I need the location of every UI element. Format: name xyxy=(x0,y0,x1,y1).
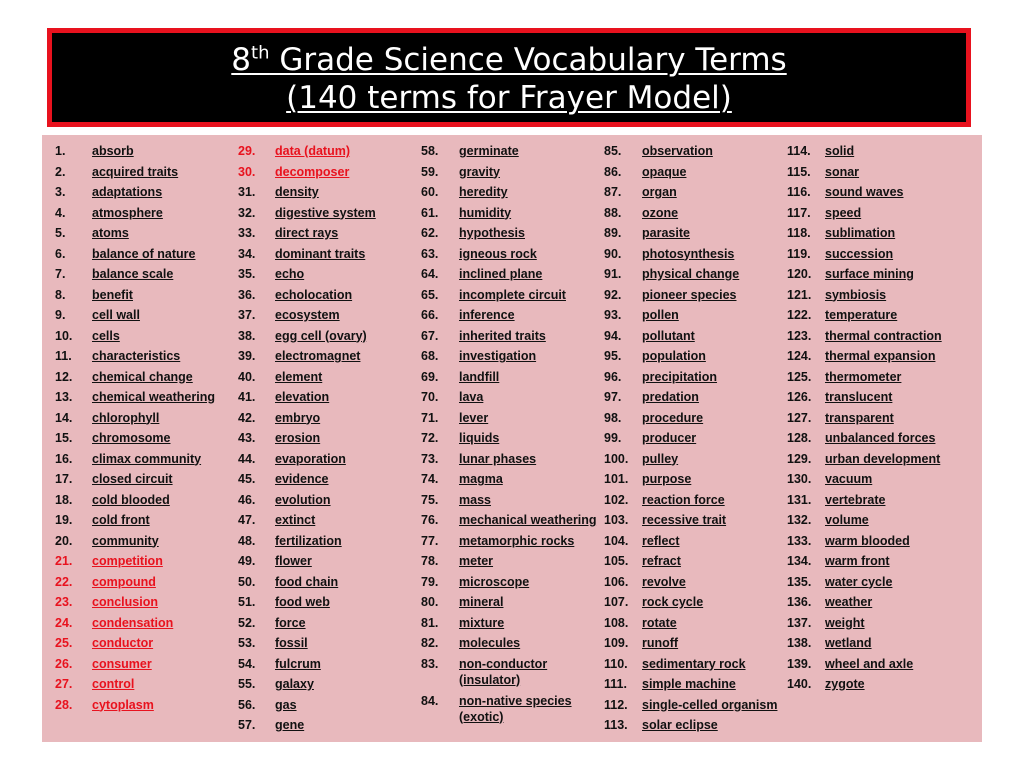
vocab-term-link[interactable]: fulcrum xyxy=(275,656,321,671)
vocab-item-number: 28. xyxy=(55,697,73,712)
vocab-term-link[interactable]: acquired traits xyxy=(92,164,179,179)
vocab-term-link[interactable]: thermometer xyxy=(825,369,902,384)
vocab-term-link[interactable]: dominant traits xyxy=(275,246,366,261)
vocab-item-number: 58. xyxy=(421,144,439,158)
vocab-item-number: 55. xyxy=(238,677,256,691)
vocab-item-number: 72. xyxy=(421,431,439,445)
vocab-term-link[interactable]: solar eclipse xyxy=(642,718,718,732)
vocab-term-link[interactable]: evolution xyxy=(275,492,331,507)
vocab-item-number: 124. xyxy=(787,349,812,363)
vocab-item-number: 133. xyxy=(787,533,812,548)
vocab-term-link[interactable]: reflect xyxy=(642,533,680,548)
vocab-item-number: 5. xyxy=(55,226,66,240)
vocab-term-link[interactable]: sound waves xyxy=(825,185,904,199)
vocab-term-link[interactable]: erosion xyxy=(275,431,321,445)
vocab-item-number: 80. xyxy=(421,595,439,609)
vocab-term-link[interactable]: igneous rock xyxy=(459,246,537,261)
vocab-term-link[interactable]: solid xyxy=(825,144,855,158)
vocab-term-link[interactable]: mixture xyxy=(459,615,505,630)
vocab-item-number: 115. xyxy=(787,164,811,179)
vocab-item-number: 44. xyxy=(238,451,256,466)
vocab-term-link[interactable]: surface mining xyxy=(825,267,914,281)
vocab-term-link[interactable]: adaptations xyxy=(92,185,163,199)
vocab-item-number: 108. xyxy=(604,615,629,630)
vocab-term-link[interactable]: direct rays xyxy=(275,226,339,240)
vocab-term-link[interactable]: sonar xyxy=(825,164,860,179)
vocab-term-link[interactable]: closed circuit xyxy=(92,472,173,486)
vocab-term-link[interactable]: metamorphic rocks xyxy=(459,533,575,548)
vocab-term-link[interactable]: succession xyxy=(825,246,894,261)
vocab-item-number: 59. xyxy=(421,164,439,179)
vocab-term-link[interactable]: investigation xyxy=(459,349,537,363)
vocab-term-link[interactable]: refract xyxy=(642,554,681,568)
vocab-item-number: 93. xyxy=(604,308,622,322)
vocab-item-number: 38. xyxy=(238,328,256,343)
vocab-term-link[interactable]: inference xyxy=(459,308,515,322)
vocab-item-number: 20. xyxy=(55,533,73,548)
vocab-item-number: 7. xyxy=(55,267,66,281)
vocab-term-link[interactable]: decomposer xyxy=(275,164,350,179)
vocab-item-number: 79. xyxy=(421,574,439,589)
vocab-item-number: 116. xyxy=(787,185,811,199)
vocab-term-link[interactable]: recessive trait xyxy=(642,513,727,527)
vocab-term-link[interactable]: vacuum xyxy=(825,472,873,486)
vocab-term-link[interactable]: molecules xyxy=(459,636,521,650)
vocab-item-number: 31. xyxy=(238,185,256,199)
vocab-term-link[interactable]: population xyxy=(642,349,706,363)
vocab-term-link[interactable]: conclusion xyxy=(92,595,158,609)
vocab-item-number: 74. xyxy=(421,472,439,486)
vocab-term-link[interactable]: mechanical weathering xyxy=(459,513,597,527)
vocab-item-number: 21. xyxy=(55,554,73,568)
vocab-term-link[interactable]: opaque xyxy=(642,164,687,179)
vocab-term-link[interactable]: electromagnet xyxy=(275,349,361,363)
vocab-item-number: 24. xyxy=(55,615,73,630)
vocab-item-number: 16. xyxy=(55,451,73,466)
vocab-term-link[interactable]: water cycle xyxy=(825,574,893,589)
vocab-item-number: 8. xyxy=(55,287,66,302)
vocab-item-number: 81. xyxy=(421,615,439,630)
vocab-term-link[interactable]: cytoplasm xyxy=(92,697,154,712)
vocab-term-link[interactable]: cold blooded xyxy=(92,492,170,507)
vocab-item-number: 105. xyxy=(604,554,629,568)
vocab-term-link[interactable]: unbalanced forces xyxy=(825,431,936,445)
vocab-item-number: 10. xyxy=(55,328,73,343)
vocab-item-number: 23. xyxy=(55,595,73,609)
vocab-term-link[interactable]: photosynthesis xyxy=(642,246,735,261)
vocab-item-number: 110. xyxy=(604,656,628,671)
vocab-term-link[interactable]: microscope xyxy=(459,574,530,589)
vocab-item-number: 73. xyxy=(421,451,439,466)
vocab-term-link[interactable]: digestive system xyxy=(275,205,376,220)
vocab-item-number: 14. xyxy=(55,410,73,425)
vocab-term-link[interactable]: wetland xyxy=(825,636,872,650)
vocab-term-link[interactable]: warm blooded xyxy=(825,533,910,548)
vocab-item-number: 117. xyxy=(787,205,811,220)
vocab-term-link[interactable]: speed xyxy=(825,205,862,220)
vocab-item-number: 92. xyxy=(604,287,622,302)
vocab-item-number: 41. xyxy=(238,390,256,404)
vocab-item-number: 47. xyxy=(238,513,256,527)
vocab-term-link[interactable]: inherited traits xyxy=(459,328,546,343)
vocab-term-link[interactable]: non-native species (exotic) xyxy=(459,693,572,724)
vocab-item-number: 69. xyxy=(421,369,439,384)
title-grade-number: 8 xyxy=(231,42,252,78)
vocab-item-number: 19. xyxy=(55,513,73,527)
vocab-item-number: 35. xyxy=(238,267,256,281)
vocab-term-link[interactable]: flower xyxy=(275,554,312,568)
vocab-item-number: 75. xyxy=(421,492,439,507)
vocab-term-link[interactable]: egg cell (ovary) xyxy=(275,328,367,343)
vocab-term-link[interactable]: chemical weathering xyxy=(92,390,215,404)
vocab-term-link[interactable]: characteristics xyxy=(92,349,181,363)
vocab-item-number: 83. xyxy=(421,656,439,671)
vocab-term-link[interactable]: thermal contraction xyxy=(825,328,942,343)
vocabulary-list-panel xyxy=(42,135,982,742)
vocab-item-number: 132. xyxy=(787,513,812,527)
vocab-term-link[interactable]: compound xyxy=(92,574,156,589)
vocab-item-number: 138. xyxy=(787,636,812,650)
vocab-term-link[interactable]: cold front xyxy=(92,513,150,527)
vocab-term-link[interactable]: cells xyxy=(92,328,120,343)
vocab-item-number: 94. xyxy=(604,328,622,343)
vocab-item-number: 71. xyxy=(421,410,439,425)
vocab-term-link[interactable]: hypothesis xyxy=(459,226,525,240)
vocab-item-number: 90. xyxy=(604,246,622,261)
page-title xyxy=(52,41,966,79)
page-subtitle: (140 terms for Frayer Model) xyxy=(286,80,732,116)
vocab-item-number: 60. xyxy=(421,185,439,199)
vocab-item-number: 107. xyxy=(604,595,629,609)
vocab-item-number: 17. xyxy=(55,472,73,486)
vocab-term-link[interactable]: rock cycle xyxy=(642,595,704,609)
vocab-term-link[interactable]: physical change xyxy=(642,267,740,281)
vocab-item-number: 53. xyxy=(238,636,256,650)
vocab-term-link[interactable]: urban development xyxy=(825,451,941,466)
vocab-term-link[interactable]: benefit xyxy=(92,287,133,302)
vocab-term-link[interactable]: translucent xyxy=(825,390,893,404)
vocab-item-number: 91. xyxy=(604,267,622,281)
vocab-item-number: 63. xyxy=(421,246,439,261)
vocab-item-number: 52. xyxy=(238,615,256,630)
vocab-term-link[interactable]: pulley xyxy=(642,451,679,466)
vocab-item-number: 102. xyxy=(604,492,629,507)
vocab-item-number: 87. xyxy=(604,185,622,199)
vocab-item-number: 50. xyxy=(238,574,256,589)
vocab-item-number: 37. xyxy=(238,308,256,322)
vocab-item-number: 113. xyxy=(604,718,628,732)
vocab-term-link[interactable]: weight xyxy=(825,615,865,630)
vocab-term-link[interactable]: community xyxy=(92,533,159,548)
vocab-item-number: 22. xyxy=(55,574,73,589)
vocab-term-link[interactable]: balance scale xyxy=(92,267,174,281)
vocab-term-link[interactable]: chromosome xyxy=(92,431,171,445)
vocab-term-link[interactable]: element xyxy=(275,369,323,384)
vocab-item-number: 15. xyxy=(55,431,73,445)
vocab-term-link[interactable]: embryo xyxy=(275,410,321,425)
vocab-term-link[interactable]: single-celled organism xyxy=(642,697,778,712)
vocab-item-number: 54. xyxy=(238,656,256,671)
vocab-item-number: 131. xyxy=(787,492,812,507)
vocab-term-link[interactable]: mass xyxy=(459,492,491,507)
vocab-term-link[interactable]: pollen xyxy=(642,308,679,322)
vocab-term-link[interactable]: echolocation xyxy=(275,287,353,302)
vocab-item-number: 77. xyxy=(421,533,439,548)
vocab-term-link[interactable]: vertebrate xyxy=(825,492,886,507)
vocab-term-link[interactable]: gas xyxy=(275,697,297,712)
vocab-term-link[interactable]: conductor xyxy=(92,636,154,650)
vocab-term-link[interactable]: predation xyxy=(642,390,699,404)
vocab-term-link[interactable]: humidity xyxy=(459,205,512,220)
vocab-term-link[interactable]: zygote xyxy=(825,677,865,691)
vocab-term-link[interactable]: pioneer species xyxy=(642,287,737,302)
vocab-item-number: 78. xyxy=(421,554,439,568)
vocab-item-number: 65. xyxy=(421,287,439,302)
vocab-item-number: 123. xyxy=(787,328,812,343)
vocab-term-link[interactable]: fertilization xyxy=(275,533,342,548)
vocab-item-number: 119. xyxy=(787,246,811,261)
vocab-term-link[interactable]: competition xyxy=(92,554,163,568)
vocab-item-number: 118. xyxy=(787,226,811,240)
vocab-item-number: 111. xyxy=(604,677,627,691)
vocab-term-link[interactable]: transparent xyxy=(825,410,894,425)
vocab-item-number: 12. xyxy=(55,369,73,384)
vocab-item-number: 114. xyxy=(787,144,811,158)
vocab-item-number: 36. xyxy=(238,287,256,302)
vocab-term-link[interactable]: density xyxy=(275,185,319,199)
vocab-term-link[interactable]: weather xyxy=(825,595,873,609)
vocab-item-number: 1. xyxy=(55,144,66,158)
vocab-term-link[interactable]: lunar phases xyxy=(459,451,537,466)
title-banner xyxy=(47,28,971,127)
vocab-item-number: 125. xyxy=(787,369,812,384)
vocab-term-link[interactable]: sublimation xyxy=(825,226,896,240)
vocab-term-link[interactable]: heredity xyxy=(459,185,508,199)
vocab-item-number: 51. xyxy=(238,595,256,609)
vocab-item-number: 9. xyxy=(55,308,66,322)
vocab-item-number: 67. xyxy=(421,328,439,343)
vocab-item-number: 120. xyxy=(787,267,812,281)
vocab-item-number: 104. xyxy=(604,533,629,548)
vocab-item-number: 4. xyxy=(55,205,66,220)
vocab-item-number: 68. xyxy=(421,349,439,363)
vocab-item-number: 3. xyxy=(55,185,66,199)
vocab-term-link[interactable]: thermal expansion xyxy=(825,349,936,363)
vocab-term-link[interactable]: reaction force xyxy=(642,492,725,507)
vocab-term-link[interactable]: magma xyxy=(459,472,503,486)
vocab-term-link[interactable]: revolve xyxy=(642,574,686,589)
vocab-term-link[interactable]: purpose xyxy=(642,472,692,486)
vocab-term-link[interactable]: symbiosis xyxy=(825,287,887,302)
vocab-term-link[interactable]: procedure xyxy=(642,410,704,425)
vocab-term-link[interactable]: atoms xyxy=(92,226,129,240)
vocab-term-link[interactable]: wheel and axle xyxy=(825,656,914,671)
vocab-term-link[interactable]: precipitation xyxy=(642,369,718,384)
vocab-item-number: 25. xyxy=(55,636,73,650)
vocab-item-number: 49. xyxy=(238,554,256,568)
vocab-item-number: 46. xyxy=(238,492,256,507)
vocab-term-link[interactable]: landfill xyxy=(459,369,500,384)
vocab-term-link[interactable]: food chain xyxy=(275,574,339,589)
vocab-item-number: 85. xyxy=(604,144,622,158)
vocab-item-number: 136. xyxy=(787,595,812,609)
vocab-item-number: 99. xyxy=(604,431,622,445)
vocab-item-number: 82. xyxy=(421,636,439,650)
vocab-item-number: 89. xyxy=(604,226,622,240)
vocab-item-number: 33. xyxy=(238,226,256,240)
vocab-item-number: 61. xyxy=(421,205,439,220)
vocab-term-link[interactable]: cell wall xyxy=(92,308,140,322)
vocab-term-link[interactable]: balance of nature xyxy=(92,246,196,261)
vocab-term-link[interactable]: organ xyxy=(642,185,677,199)
vocab-term-link[interactable]: warm front xyxy=(825,554,890,568)
vocab-item-number: 32. xyxy=(238,205,256,220)
vocab-term-link[interactable]: pollutant xyxy=(642,328,695,343)
vocab-term-link[interactable]: rotate xyxy=(642,615,677,630)
vocab-item-number: 121. xyxy=(787,287,812,302)
vocab-item-number: 135. xyxy=(787,574,812,589)
vocab-term-link[interactable]: absorb xyxy=(92,144,134,158)
vocab-item-number: 39. xyxy=(238,349,256,363)
vocab-term-link[interactable]: parasite xyxy=(642,226,690,240)
vocab-item-number: 98. xyxy=(604,410,622,425)
vocab-item-number: 2. xyxy=(55,164,66,179)
vocab-item-number: 86. xyxy=(604,164,622,179)
title-ordinal-suffix: th xyxy=(251,42,270,64)
vocab-item-number: 76. xyxy=(421,513,439,527)
vocab-item-number: 106. xyxy=(604,574,629,589)
vocab-item-number: 42. xyxy=(238,410,256,425)
vocab-term-link[interactable]: force xyxy=(275,615,306,630)
vocab-term-link[interactable]: lever xyxy=(459,410,489,425)
vocab-item-number: 57. xyxy=(238,718,256,732)
vocab-item-number: 140. xyxy=(787,677,812,691)
vocab-item-number: 130. xyxy=(787,472,812,486)
vocab-term-link[interactable]: galaxy xyxy=(275,677,314,691)
vocab-term-link[interactable]: germinate xyxy=(459,144,519,158)
vocab-term-link[interactable]: consumer xyxy=(92,656,152,671)
vocab-item-number: 122. xyxy=(787,308,812,322)
vocab-term-link[interactable]: gene xyxy=(275,718,305,732)
vocab-item-number: 40. xyxy=(238,369,256,384)
vocab-item-number: 56. xyxy=(238,697,256,712)
vocab-item-number: 112. xyxy=(604,697,628,712)
vocab-term-link[interactable]: incomplete circuit xyxy=(459,287,566,302)
vocab-term-link[interactable]: volume xyxy=(825,513,869,527)
vocab-item-number: 29. xyxy=(238,144,256,158)
vocab-term-link[interactable]: chlorophyll xyxy=(92,410,160,425)
title-text: Grade Science Vocabulary Terms xyxy=(269,42,787,78)
vocab-term-link[interactable]: climax community xyxy=(92,451,202,466)
vocab-item-number: 18. xyxy=(55,492,73,507)
vocab-term-link[interactable]: ecosystem xyxy=(275,308,340,322)
vocab-term-link[interactable]: meter xyxy=(459,554,494,568)
vocab-term-link[interactable]: evidence xyxy=(275,472,329,486)
vocab-term-link[interactable]: echo xyxy=(275,267,305,281)
vocab-term-link[interactable]: data (datum) xyxy=(275,144,350,158)
vocab-item-number: 84. xyxy=(421,693,439,708)
vocab-item-number: 100. xyxy=(604,451,629,466)
vocab-item-number: 45. xyxy=(238,472,256,486)
vocab-item-number: 101. xyxy=(604,472,629,486)
vocab-item-number: 43. xyxy=(238,431,256,445)
vocab-term-link[interactable]: runoff xyxy=(642,636,679,650)
vocab-item-number: 64. xyxy=(421,267,439,281)
vocab-item-number: 127. xyxy=(787,410,812,425)
vocab-item-number: 66. xyxy=(421,308,439,322)
vocab-item-number: 11. xyxy=(55,349,72,363)
vocab-item-number: 137. xyxy=(787,615,812,630)
vocab-term-link[interactable]: temperature xyxy=(825,308,898,322)
vocab-term-link[interactable]: non-conductor (insulator) xyxy=(459,656,548,687)
vocab-item-number: 129. xyxy=(787,451,812,466)
vocab-item-number: 109. xyxy=(604,636,629,650)
vocab-term-link[interactable]: chemical change xyxy=(92,369,193,384)
vocab-term-link[interactable]: liquids xyxy=(459,431,500,445)
vocab-term-link[interactable]: sedimentary rock xyxy=(642,656,746,671)
vocab-term-link[interactable]: observation xyxy=(642,144,713,158)
vocab-item-number: 103. xyxy=(604,513,629,527)
vocab-item-number: 139. xyxy=(787,656,812,671)
vocab-term-link[interactable]: atmosphere xyxy=(92,205,163,220)
vocab-item-number: 34. xyxy=(238,246,256,261)
vocab-term-link[interactable]: lava xyxy=(459,390,484,404)
vocab-term-link[interactable]: evaporation xyxy=(275,451,346,466)
vocab-term-link[interactable]: ozone xyxy=(642,205,679,220)
vocab-term-link[interactable]: inclined plane xyxy=(459,267,543,281)
vocab-item-number: 128. xyxy=(787,431,812,445)
vocab-item-number: 95. xyxy=(604,349,622,363)
vocab-term-link[interactable]: extinct xyxy=(275,513,316,527)
vocab-term-link[interactable]: elevation xyxy=(275,390,330,404)
vocab-item-number: 26. xyxy=(55,656,73,671)
vocab-term-link[interactable]: food web xyxy=(275,595,330,609)
vocab-term-link[interactable]: control xyxy=(92,677,135,691)
vocab-item-number: 27. xyxy=(55,677,73,691)
vocab-item-number: 96. xyxy=(604,369,622,384)
vocab-item-number: 48. xyxy=(238,533,256,548)
vocab-term-link[interactable]: gravity xyxy=(459,164,500,179)
vocab-item-number: 13. xyxy=(55,390,73,404)
vocab-item-number: 6. xyxy=(55,246,66,261)
vocab-item-number: 70. xyxy=(421,390,439,404)
vocab-term-link[interactable]: condensation xyxy=(92,615,174,630)
vocab-term-link[interactable]: simple machine xyxy=(642,677,736,691)
vocab-term-link[interactable]: mineral xyxy=(459,595,504,609)
vocab-item-number: 62. xyxy=(421,226,439,240)
vocab-item-number: 126. xyxy=(787,390,812,404)
vocab-item-number: 97. xyxy=(604,390,622,404)
vocab-term-link[interactable]: producer xyxy=(642,431,697,445)
vocab-item-number: 30. xyxy=(238,164,256,179)
vocab-item-number: 88. xyxy=(604,205,622,220)
vocab-item-number: 134. xyxy=(787,554,812,568)
vocab-term-link[interactable]: fossil xyxy=(275,636,308,650)
